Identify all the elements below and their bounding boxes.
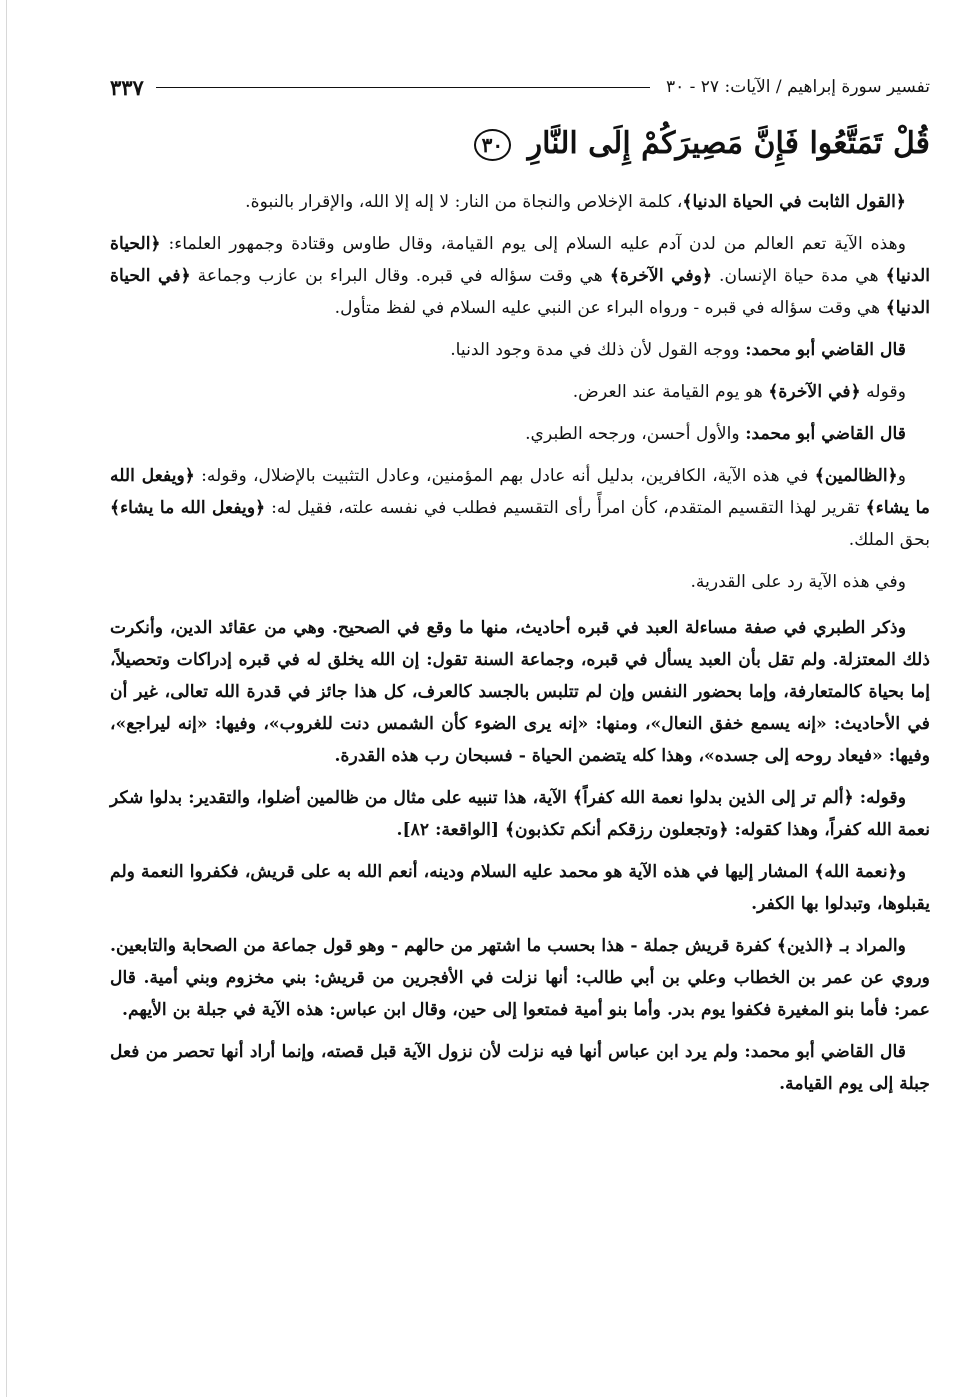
body-text: و bbox=[897, 466, 906, 486]
commentary-paragraph bbox=[110, 566, 930, 598]
body-text: وفي هذه الآية رد على القدرية. bbox=[690, 572, 906, 592]
body-text: هي مدة حياة الإنسان. bbox=[712, 266, 886, 286]
emphasized-text: قال القاضي أبو محمد: ولم يرد ابن عباس أنها فيه نزلت لأن نزول الآية قبل قصته، وإنما أراد أنها تحصر من فعل جبلة إلى يوم القيامة. bbox=[110, 1042, 930, 1094]
page-number: ٣٣٧ bbox=[110, 74, 144, 100]
commentary-paragraph bbox=[110, 186, 930, 218]
body-text: في هذه الآية، الكافرين، بدليل أنه عادل بهم المؤمنين، وعادل التثبيت بالإضلال، وقوله: bbox=[194, 466, 815, 486]
commentary-paragraph bbox=[110, 228, 930, 324]
emphasized-text: وقوله: ﴿ألم تر إلى الذين بدلوا نعمة الله كفراً﴾ الآية، هذا تنبيه على مثال من ظالمين أضلوا، والتقدير: بدلوا شكر نعمة الله كفراً، وهذا كقوله: ﴿وتجعلون رزقكم أنكم تكذبون﴾ [الواقعة: ٨٢]. bbox=[110, 788, 930, 840]
emphasized-text: وذكر الطبري في صفة مساءلة العبد في قبره أحاديث، منها ما وقع في الصحيح. وهي من عقائد الدين، وأنكرت ذلك المعتزلة. ولم تقل بأن العبد يسأل في قبره، وجماعة السنة تقول: إن الله يخلق له في قبره إدراكات وتحصيلاً، إما بحياة كالمتعارفة، وإما بحضور النفس وإن لم تتلبس بالجسد كالعرف، كل هذا جائز في قدرة الله تعالى، غير أن في الأحاديث: «إنه يسمع خفق النعال»، ومنها: «إنه يرى الضوء كأن الشمس دنت للغروب»، وفيها: «إنه ليراجع»، وفيها: «فيعاد روحه إلى جسده»، وهذا كله يتضمن الحياة - فسبحان رب هذه القدرة. bbox=[110, 618, 930, 766]
body-text: هي وقت سؤاله في قبره - ورواه البراء عن النبي عليه السلام في لفظ متأول. bbox=[334, 298, 886, 318]
emphasized-text: والمراد بـ ﴿الذين﴾ كفرة قريش جملة - هذا بحسب ما اشتهر من حالهم - وهو قول جماعة من الصحابة والتابعين. وروي عن عمر بن الخطاب وعلي بن أبي طالب: أنها نزلت في الأفجرين من قريش: بني مخزوم وبني أمية. قال عمر: فأما بنو المغيرة فكفوا يوم بدر. وأما بنو أمية فمتعوا إلى حين، وقال ابن عباس: هذه الآية في جبلة بن الأيهم. bbox=[110, 936, 930, 1020]
body-text: هو يوم القيامة عند العرض. bbox=[572, 382, 769, 402]
body-text: ووجه القول لأن ذلك في مدة وجود الدنيا. bbox=[450, 340, 746, 360]
emphasized-text: ﴿في الآخرة﴾ bbox=[768, 382, 861, 402]
emphasized-text: ﴿ويفعل الله ما يشاء﴾ bbox=[110, 466, 931, 518]
commentary-paragraph bbox=[110, 782, 930, 846]
emphasized-text: ﴿في الحياة الدنيا﴾ bbox=[110, 266, 930, 318]
verse-text: قُلْ تَمَتَّعُوا فَإِنَّ مَصِيرَكُمْ إِلَى النَّارِ bbox=[527, 126, 930, 161]
emphasized-text: قال القاضي أبو محمد: bbox=[745, 340, 906, 360]
running-title: تفسير سورة إبراهيم / الآيات: ٢٧ - ٣٠ bbox=[665, 77, 930, 97]
body-text: بحق الملك. bbox=[848, 530, 930, 550]
commentary-paragraph bbox=[110, 930, 930, 1026]
commentary-body bbox=[110, 186, 930, 1100]
verse-number-marker: ٣٠ bbox=[474, 129, 511, 161]
commentary-paragraph bbox=[110, 612, 930, 772]
commentary-paragraph bbox=[110, 460, 930, 556]
verse-line bbox=[110, 126, 930, 162]
emphasized-text: ﴿الظالمين﴾ bbox=[814, 466, 898, 486]
body-text: تقرير لهذا التقسيم المتقدم، كأن امرأً رأى التقسيم فطلب في نفسه علته، فقيل له: bbox=[265, 498, 866, 518]
body-text: وهذه الآية تعم العالم من لدن آدم عليه السلام إلى يوم القيامة، وقال طاوس وقتادة وجمهور العلماء: bbox=[160, 234, 906, 254]
scan-margin-line bbox=[6, 0, 7, 1397]
commentary-paragraph bbox=[110, 1036, 930, 1100]
commentary-paragraph bbox=[110, 334, 930, 366]
emphasized-text: ﴿ويفعل الله ما يشاء﴾ bbox=[110, 498, 266, 518]
commentary-paragraph bbox=[110, 856, 930, 920]
body-text: هي وقت سؤاله في قبره. وقال البراء بن عازب وجماعة bbox=[190, 266, 610, 286]
page bbox=[110, 70, 930, 1110]
commentary-paragraph bbox=[110, 376, 930, 408]
body-text: والأول أحسن، ورجحه الطبري. bbox=[525, 424, 746, 444]
emphasized-text: ﴿القول الثابت في الحياة الدنيا﴾ bbox=[682, 192, 906, 212]
emphasized-text: ﴿وفي الآخرة﴾ bbox=[609, 266, 713, 286]
body-text: وقوله bbox=[860, 382, 906, 402]
emphasized-text: قال القاضي أبو محمد: bbox=[745, 424, 906, 444]
body-text: ، كلمة الإخلاص والنجاة من النار: لا إله إلا الله، والإقرار بالنبوة. bbox=[245, 192, 683, 212]
commentary-paragraph bbox=[110, 418, 930, 450]
emphasized-text: و﴿نعمة الله﴾ المشار إليها في هذه الآية هو محمد عليه السلام ودينه، أنعم الله به على قريش، فكفروا النعمة ولم يقبلوها، وتبدلوا بها الكفر. bbox=[110, 862, 930, 914]
page-header bbox=[110, 70, 930, 104]
emphasized-text: ﴿الحياة الدنيا﴾ bbox=[110, 234, 930, 286]
header-rule bbox=[156, 87, 650, 88]
